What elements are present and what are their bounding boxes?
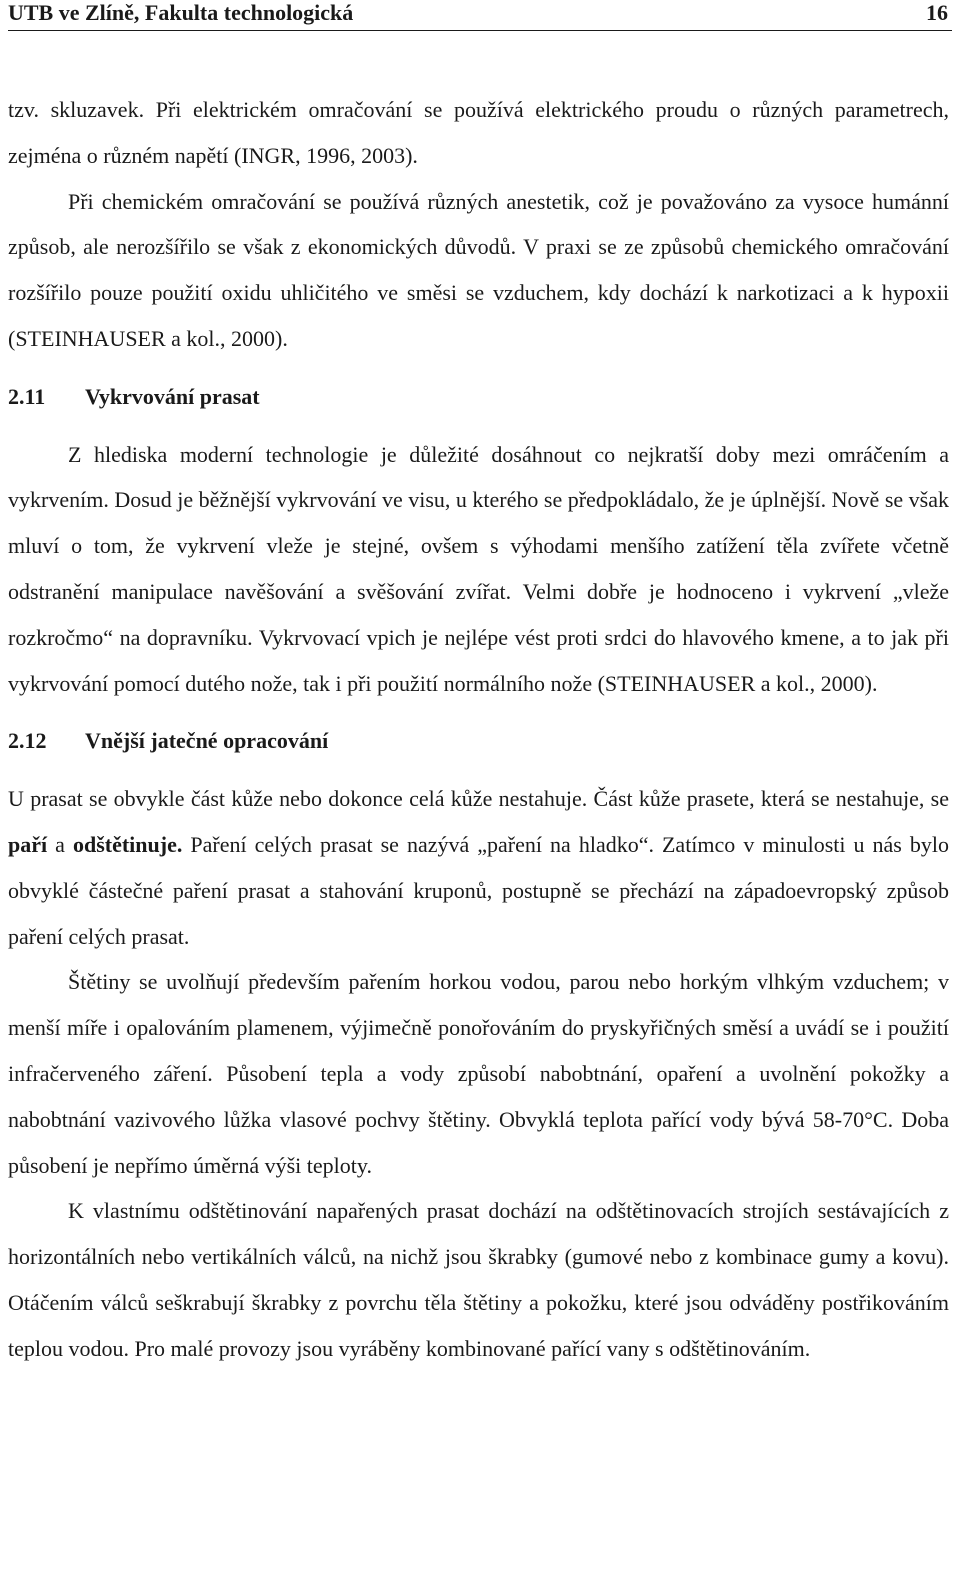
text-run: Paření celých prasat se nazývá „paření na hladko“. Zatímco v minulosti u nás bylo obvyklé částečné paření prasat a stahování kruponů, postupně se přechází na západoevropský způsob paření celých prasat. [8, 831, 950, 949]
paragraph-dehairing: K vlastnímu odštětinování napařených prasat dochází na odštětinovacích strojích sestávajících z horizontálních nebo vertikálních válců, na nichž jsou škrabky (gumové nebo z kombinace gumy a kovu). Otáčením válců seškrabují škrabky z povrchu těla štětiny a pokožku, které jsou odváděny postřikováním teplou vodou. Pro malé provozy jsou vyráběny kombinované pařící vany s odštětinováním. [8, 1198, 949, 1361]
paragraph-bleeding: Z hlediska moderní technologie je důležité dosáhnout co nejkratší doby mezi omráčením a vykrvením. Dosud je běžnější vykrvování ve visu, u kterého se předpokládalo, že je úplnější. Nově se však mluví o tom, že vykrvení vleže je stejné, ovšem s výhodami menšího zatížení těla zvířete včetně odstranění manipulace navěšování a svěšování zvířat. Velmi dobře je hodnoceno i vykrvení „vleže rozkročmo“ na dopravníku. Vykrvovací vpich je nejlépe vést proti srdci do hlavového kmene, a to jak při vykrvování pomocí dutého nože, tak i při použití normálního nože (STEINHAUSER a kol., 2000). [8, 441, 949, 696]
page-number: 16 [926, 0, 948, 25]
header-title: UTB ve Zlíně, Fakulta technologická [8, 0, 354, 25]
paragraph-continued: tzv. skluzavek. Při elektrickém omračování se používá elektrického proudu o různých parametrech, zejména o různém napětí (INGR, 1996, 2003). [8, 97, 949, 168]
text-run: U prasat se obvykle část kůže nebo dokonce celá kůže nestahuje. Část kůže prasete, která se nestahuje, se [8, 786, 949, 812]
paragraph-chemical-stunning: Při chemickém omračování se používá různých anestetik, což je považováno za vysoce humánní způsob, ale nerozšířilo se však z ekonomických důvodů. V praxi se ze způsobů chemického omračování rozšířilo pouze použití oxidu uhličitého ve směsi se vzduchem, kdy dochází k narkotizaci a k hypoxii (STEINHAUSER a kol., 2000). [8, 188, 949, 351]
section-number: 2.12 [8, 728, 47, 754]
section-title: Vykrvování prasat [85, 383, 260, 409]
text-run: a [47, 831, 73, 857]
bold-term: odštětinuje. [72, 831, 183, 857]
page-header [8, 0, 952, 31]
section-number: 2.11 [8, 383, 46, 409]
paragraph-scalding [8, 776, 949, 959]
section-heading-2-11 [8, 374, 949, 420]
page-body [8, 87, 949, 1372]
section-title: Vnější jatečné opracování [85, 728, 329, 754]
bold-term: paří [8, 831, 48, 857]
paragraph-bristles: Štětiny se uvolňují především pařením horkou vodou, parou nebo horkým vlhkým vzduchem; v menší míře i opalováním plamenem, výjimečně ponořováním do pryskyřičných směsí a uvádí se i použití infračerveného záření. Působení tepla a vody způsobí nabobtnání, opaření a uvolnění pokožky a nabobtnání vazivového lůžka vlasové pochvy štětiny. Obvyklá teplota pařící vody bývá 58-70°C. Doba působení je nepřímo úměrná výši teploty. [8, 969, 949, 1178]
section-heading-2-12 [8, 718, 949, 764]
